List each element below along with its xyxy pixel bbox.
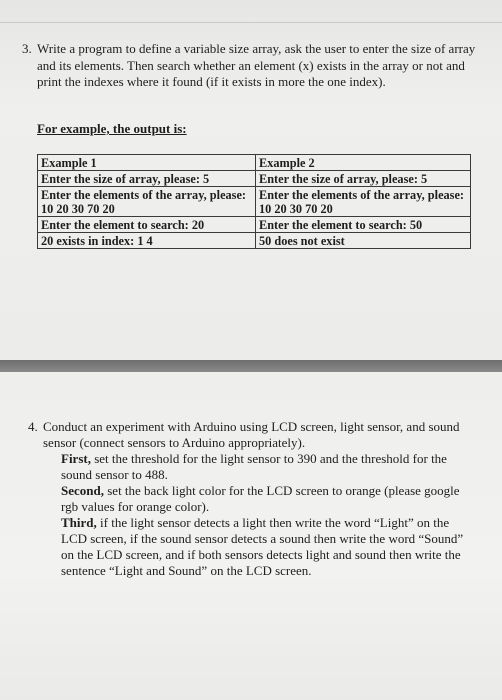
page-gap (0, 360, 502, 372)
step-label: Second, (61, 483, 104, 498)
example-1-title: Example 1 (38, 155, 256, 171)
table-row (38, 217, 471, 233)
table-row (38, 155, 471, 171)
page-top-edge (0, 22, 502, 23)
example-1-elements: 10 20 30 70 20 (41, 202, 115, 216)
question-4-step-second (61, 483, 473, 515)
example-2-elements-prompt: Enter the elements of the array, please: (259, 188, 465, 202)
question-4-steps (61, 451, 473, 579)
example-1-size-prompt: Enter the size of array, please: 5 (38, 171, 256, 187)
example-2-elements: 10 20 30 70 20 (259, 202, 333, 216)
example-heading: For example, the output is: (37, 121, 187, 136)
example-table (37, 154, 471, 249)
table-row (38, 171, 471, 187)
table-row (38, 187, 471, 217)
example-2-title: Example 2 (256, 155, 471, 171)
question-4-intro: Conduct an experiment with Arduino using LCD screen, light sensor, and sound sensor (connect sensors to Arduino appropriately). (43, 419, 460, 450)
question-3-number: 3. (22, 41, 32, 56)
example-2-elements-cell (256, 187, 471, 217)
example-1-search-prompt: Enter the element to search: 20 (38, 217, 256, 233)
question-3-text: Write a program to define a variable size array, ask the user to enter the size of array and its elements. Then search whether an element (x) exists in the array or not and print the indexes where it found (if it exists in more the one index). (37, 41, 476, 89)
table-row (38, 233, 471, 249)
worksheet-page-bottom (0, 372, 502, 700)
question-4-step-third (61, 515, 473, 579)
step-text: set the back light color for the LCD screen to orange (please google rgb values for orange color). (61, 483, 460, 514)
step-label: Third, (61, 515, 97, 530)
question-4-number: 4. (28, 419, 38, 434)
step-text: set the threshold for the light sensor to 390 and the threshold for the sound sensor to 488. (61, 451, 447, 482)
question-4-step-first (61, 451, 473, 483)
example-1-result: 20 exists in index: 1 4 (38, 233, 256, 249)
example-2-search-prompt: Enter the element to search: 50 (256, 217, 471, 233)
example-1-elements-cell (38, 187, 256, 217)
question-4-block (43, 419, 473, 579)
step-label: First, (61, 451, 91, 466)
example-1-elements-prompt: Enter the elements of the array, please: (41, 188, 247, 202)
example-2-size-prompt: Enter the size of array, please: 5 (256, 171, 471, 187)
example-2-result: 50 does not exist (256, 233, 471, 249)
step-text: if the light sensor detects a light then write the word “Light” on the LCD screen, if the sound sensor detects a sound then write the word “Sound” on the LCD screen, and if both sensors detects light and sound then write the sentence “Light and Sound” on the LCD screen. (61, 515, 464, 578)
